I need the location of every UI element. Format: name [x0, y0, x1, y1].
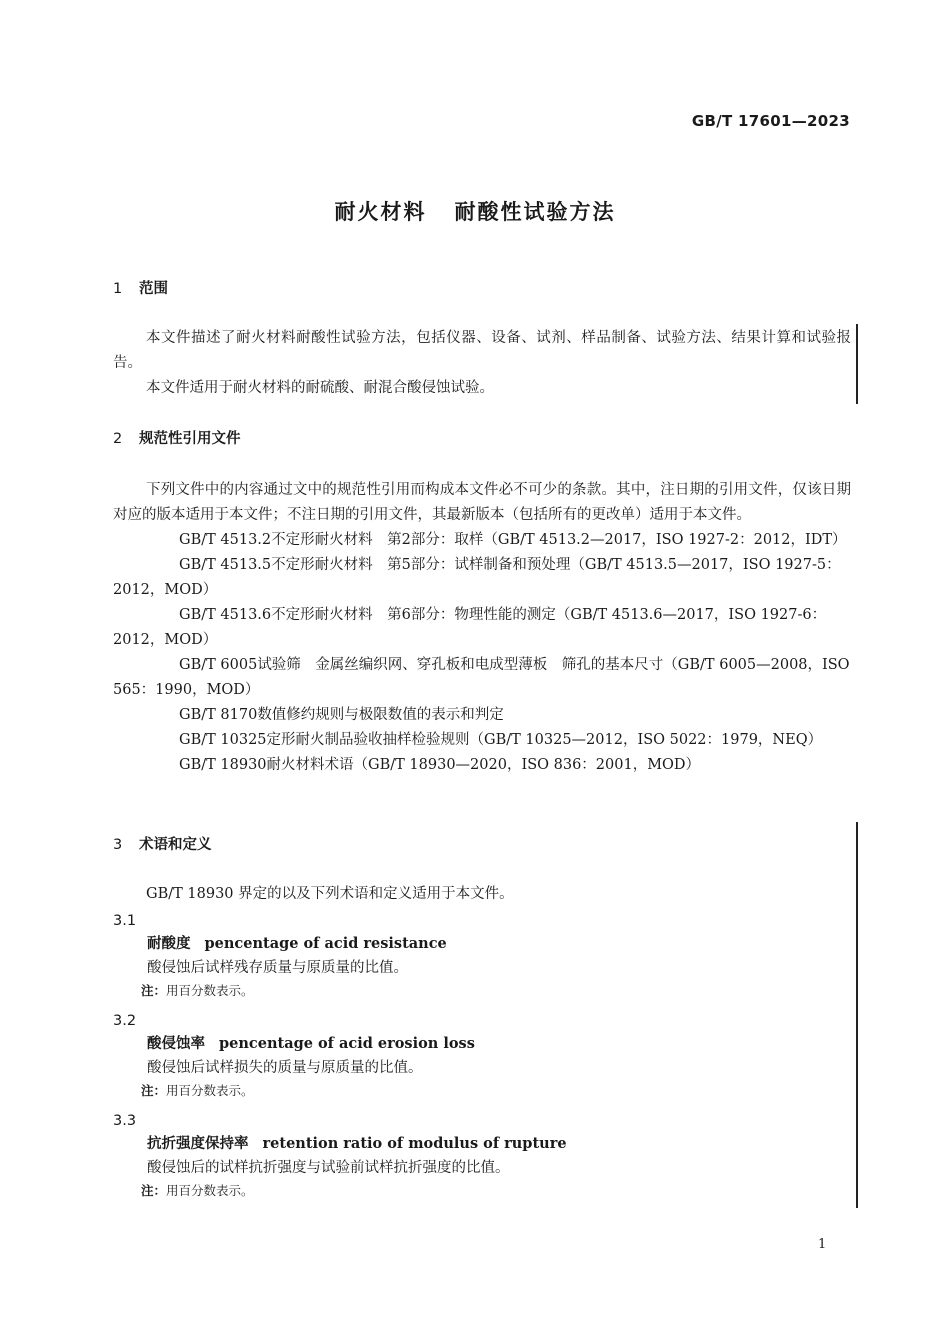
term-name-en: retention ratio of modulus of rupture — [262, 1135, 567, 1152]
section-2-heading — [113, 428, 851, 450]
term-name — [113, 1032, 851, 1056]
section-number: 3 — [113, 837, 123, 853]
term-name-en: pencentage of acid resistance — [204, 935, 447, 952]
term-entry — [113, 1010, 851, 1102]
section-1-body — [113, 326, 851, 401]
section-1-heading — [113, 278, 851, 300]
term-definition: 酸侵蚀后试样残存质量与原质量的比值。 — [147, 960, 408, 976]
standard-number: GB/T 17601—2023 — [691, 112, 850, 130]
term-note — [113, 1180, 851, 1202]
term-number: 3.2 — [113, 1013, 137, 1029]
term-number: 3.1 — [113, 913, 137, 929]
reference-code: GB/T 4513.5 — [179, 557, 272, 573]
section-3-heading — [113, 834, 851, 856]
reference-item — [113, 603, 851, 653]
change-bar — [856, 822, 858, 1208]
term-name-zh: 耐酸度 — [147, 936, 191, 952]
note-text: 用百分数表示。 — [166, 983, 254, 998]
term-note — [113, 1080, 851, 1102]
reference-item — [113, 728, 851, 753]
paragraph: 本文件描述了耐火材料耐酸性试验方法，包括仪器、设备、试剂、样品制备、试验方法、结果计算和试验报告。 — [113, 330, 851, 371]
section-number: 2 — [113, 431, 123, 447]
term-number: 3.3 — [113, 1113, 137, 1129]
change-bar — [856, 324, 858, 404]
reference-item — [113, 553, 851, 603]
title-part2: 耐酸性试验方法 — [454, 200, 616, 224]
reference-code: GB/T 8170 — [179, 707, 258, 723]
reference-item — [113, 528, 851, 553]
section-title: 规范性引用文件 — [139, 431, 241, 447]
section-title: 范围 — [139, 281, 168, 297]
note-label: 注： — [141, 1183, 167, 1198]
term-name — [113, 932, 851, 956]
reference-code: GB/T 10325 — [179, 732, 267, 748]
reference-text: 不定形耐火材料 第6部分：物理性能的测定（GB/T 4513.6—2017，ISO 1927-6：2012，MOD） — [113, 607, 827, 648]
reference-text: 数值修约规则与极限数值的表示和判定 — [257, 707, 504, 723]
reference-text: 定形耐火制品验收抽样检验规则（GB/T 10325—2012，ISO 5022：1979，NEQ） — [266, 732, 823, 748]
section-3-intro — [113, 882, 851, 907]
reference-code: GB/T 18930 — [179, 757, 267, 773]
reference-code: GB/T 6005 — [179, 657, 258, 673]
term-definition: 酸侵蚀后的试样抗折强度与试验前试样抗折强度的比值。 — [147, 1160, 510, 1176]
reference-text: 耐火材料术语（GB/T 18930—2020，ISO 836：2001，MOD） — [266, 757, 701, 773]
section-number: 1 — [113, 281, 123, 297]
reference-item — [113, 753, 851, 778]
reference-text: 不定形耐火材料 第2部分：取样（GB/T 4513.2—2017，ISO 1927-2：2012，IDT） — [271, 532, 847, 548]
paragraph: 下列文件中的内容通过文中的规范性引用而构成本文件必不可少的条款。其中，注日期的引用文件，仅该日期对应的版本适用于本文件；不注日期的引用文件，其最新版本（包括所有的更改单）适用于本文件。 — [113, 482, 851, 523]
term-name-zh: 酸侵蚀率 — [147, 1036, 205, 1052]
term-name-en: pencentage of acid erosion loss — [219, 1035, 475, 1052]
paragraph: 本文件适用于耐火材料的耐硫酸、耐混合酸侵蚀试验。 — [146, 380, 494, 396]
page-number: 1 — [818, 1237, 827, 1252]
section-2-body — [113, 478, 851, 778]
term-entry — [113, 910, 851, 1002]
note-text: 用百分数表示。 — [166, 1183, 254, 1198]
reference-code: GB/T 4513.2 — [179, 532, 272, 548]
term-definition: 酸侵蚀后试样损失的质量与原质量的比值。 — [147, 1060, 423, 1076]
term-entry — [113, 1110, 851, 1202]
reference-code: GB/T 4513.6 — [179, 607, 272, 623]
section-title: 术语和定义 — [139, 837, 212, 853]
term-name-zh: 抗折强度保持率 — [147, 1136, 249, 1152]
term-name — [113, 1132, 851, 1156]
reference-text: 试验筛 金属丝编织网、穿孔板和电成型薄板 筛孔的基本尺寸（GB/T 6005—2008，ISO 565：1990，MOD） — [113, 657, 850, 698]
term-note — [113, 980, 851, 1002]
note-text: 用百分数表示。 — [166, 1083, 254, 1098]
note-label: 注： — [141, 1083, 167, 1098]
reference-item — [113, 703, 851, 728]
title-part1: 耐火材料 — [334, 200, 427, 224]
reference-item — [113, 653, 851, 703]
reference-text: 不定形耐火材料 第5部分：试样制备和预处理（GB/T 4513.5—2017，ISO 1927-5：2012，MOD） — [113, 557, 841, 598]
note-label: 注： — [141, 983, 167, 998]
document-title — [0, 196, 950, 226]
paragraph: GB/T 18930 界定的以及下列术语和定义适用于本文件。 — [146, 886, 514, 902]
